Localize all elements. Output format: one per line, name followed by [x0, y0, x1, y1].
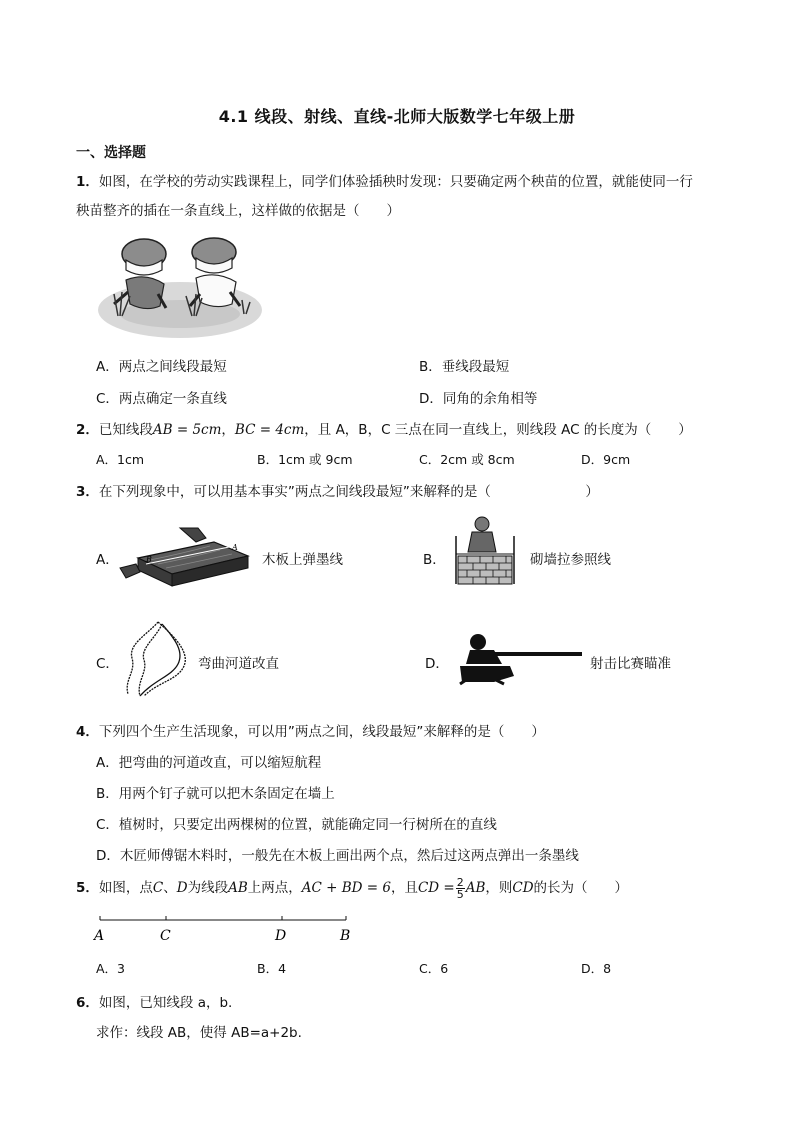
fraction-numerator: 2: [456, 875, 464, 889]
question-number: 3．: [76, 484, 99, 500]
question-5: [76, 876, 628, 900]
point-b-label: B: [340, 928, 351, 944]
question-6: [76, 991, 232, 1011]
point-b-label: B: [146, 555, 152, 564]
question-number: 1．: [76, 174, 99, 190]
point-d-label: D: [275, 928, 287, 944]
math-term: CD: [512, 880, 534, 896]
q4-option-a: A．把弯曲的河道改直，可以缩短航程: [96, 755, 322, 771]
question-1-line-1: [76, 170, 693, 190]
rice-planting-illustration: [96, 232, 264, 340]
question-text: 为线段: [187, 880, 229, 896]
question-text: ，且 A，B，C 三点在同一直线上，则线段 AC 的长度为（ ）: [304, 422, 692, 438]
question-number: 6．: [76, 995, 99, 1011]
question-text: 如图，在学校的劳动实践课程上，同学们体验插秧时发现：只要确定两个秧苗的位置，就能使同一行: [98, 174, 693, 190]
q3-option-a-letter: A．: [96, 552, 119, 568]
point-a-label: A: [232, 543, 238, 552]
q3-option-c-label: 弯曲河道改直: [198, 656, 279, 672]
bricklaying-reference-line-illustration: [452, 514, 518, 586]
section-heading: 一、选择题: [76, 145, 146, 161]
q5-option-a: A．3: [96, 961, 126, 976]
question-text: 如图，已知线段 a，b.: [98, 995, 233, 1011]
question-text: 如图，点: [98, 880, 153, 896]
question-text: ，且: [390, 880, 418, 896]
q4-option-d: D．木匠师傅锯木料时，一般先在木板上画出两个点，然后过这两点弹出一条墨线: [96, 848, 579, 864]
point-a-label: A: [94, 928, 105, 944]
q2-option-d: D．9cm: [581, 452, 631, 467]
q1-option-d: D．同角的余角相等: [419, 391, 538, 407]
q3-option-d-label: 射击比赛瞄准: [590, 656, 671, 672]
question-text: ，则: [485, 880, 513, 896]
math-term: C: [152, 880, 164, 896]
question-number: 4．: [76, 724, 99, 740]
q1-option-b: B．垂线段最短: [419, 359, 510, 375]
q2-option-c: C．2cm 或 8cm: [419, 452, 515, 467]
q5-option-d: D．8: [581, 961, 612, 976]
question-number: 2．: [76, 422, 99, 438]
question-1-line-2: 秧苗整齐的插在一条直线上，这样做的依据是（ ）: [76, 203, 400, 219]
question-text: 上两点，: [247, 880, 302, 896]
question-text: 下列四个生产生活现象，可以用”两点之间，线段最短”来解释的是（ ）: [98, 724, 545, 740]
question-4: [76, 720, 545, 740]
fraction: [456, 877, 465, 900]
q1-option-a: A．两点之间线段最短: [96, 359, 227, 375]
q5-option-c: C．6: [419, 961, 449, 976]
q2-option-a: A．1cm: [96, 452, 145, 467]
question-text: 在下列现象中，可以用基本事实”两点之间线段最短”来解释的是（ ）: [98, 484, 599, 500]
winding-river-illustration: [118, 618, 194, 700]
math-term: D: [176, 880, 188, 896]
page-title: 4.1 线段、射线、直线-北师大版数学七年级上册: [218, 107, 576, 126]
fraction-denominator: 5: [456, 887, 464, 901]
math-term: CD =: [417, 880, 455, 896]
q5-option-b: B．4: [257, 961, 287, 976]
question-2: [76, 418, 692, 438]
wood-plank-ink-line-illustration: [116, 520, 252, 590]
q3-option-b-letter: B．: [423, 552, 446, 568]
equation: AC + BD = 6: [301, 880, 391, 896]
segment-figure: [90, 910, 360, 944]
question-text: 的长为（ ）: [533, 880, 629, 896]
shooter-aiming-illustration: [456, 630, 586, 686]
q3-option-b-label: 砌墙拉参照线: [530, 552, 611, 568]
question-3: [76, 480, 599, 500]
math-term: AB: [465, 880, 486, 896]
point-c-label: C: [160, 928, 171, 944]
q4-option-b: B．用两个钉子就可以把木条固定在墙上: [96, 786, 335, 802]
equation: BC = 4cm: [234, 422, 305, 438]
question-text: 、: [163, 880, 177, 896]
q3-option-d-letter: D．: [425, 656, 449, 672]
q4-option-c: C．植树时，只要定出两棵树的位置，就能确定同一行树所在的直线: [96, 817, 497, 833]
question-6-task: 求作：线段 AB，使得 AB=a+2b.: [96, 1025, 302, 1041]
q3-option-a-label: 木板上弹墨线: [262, 552, 343, 568]
q1-option-c: C．两点确定一条直线: [96, 391, 227, 407]
q3-option-c-letter: C．: [96, 656, 119, 672]
math-term: AB: [228, 880, 248, 896]
question-number: 5．: [76, 880, 99, 896]
q2-option-b: B．1cm 或 9cm: [257, 452, 353, 467]
separator: ，: [221, 422, 235, 438]
equation: AB = 5cm: [152, 422, 222, 438]
question-text: 已知线段: [98, 422, 153, 438]
